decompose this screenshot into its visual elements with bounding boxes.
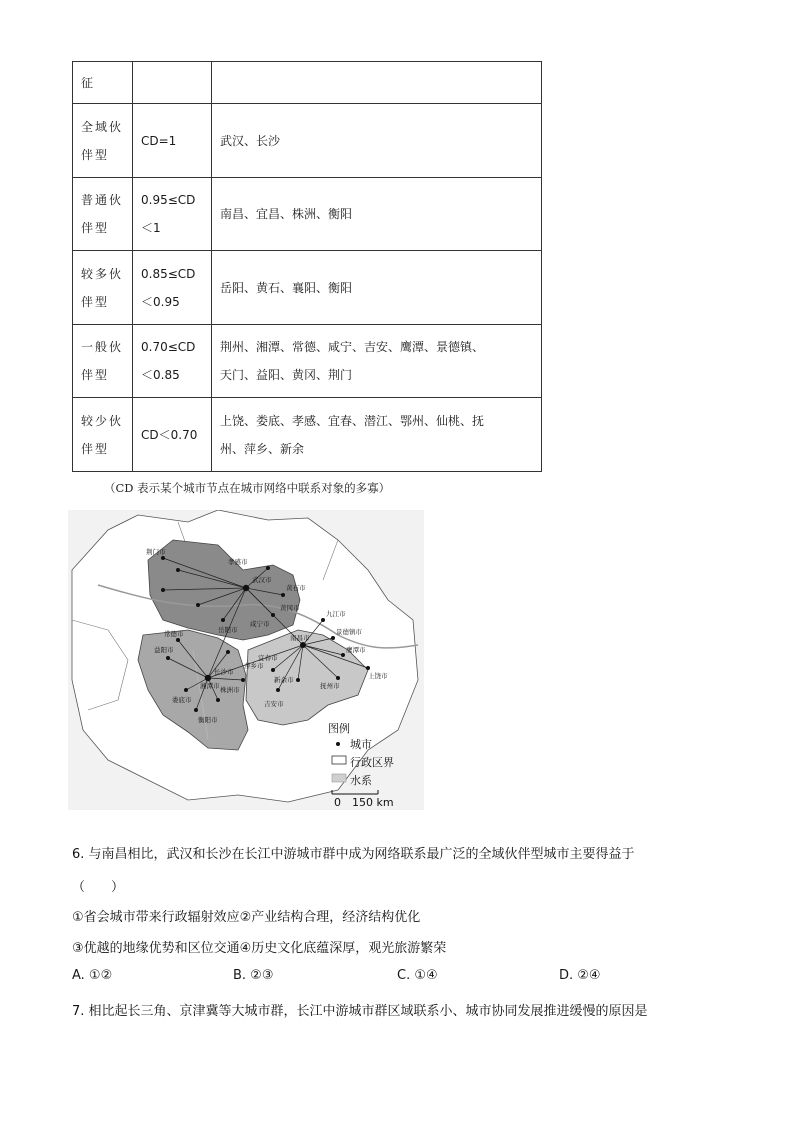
city-node xyxy=(271,613,275,617)
cities-text: 天门、益阳、黄冈、荆门 xyxy=(220,368,353,382)
cities-text: 岳阳、黄石、襄阳、衡阳 xyxy=(220,280,353,295)
map-label: 益阳市 xyxy=(154,646,174,654)
legend-city-dot xyxy=(336,742,340,746)
type-text: 较多伙 xyxy=(81,266,124,281)
city-node xyxy=(321,618,325,622)
city-node xyxy=(221,618,225,622)
map-label: 长沙市 xyxy=(214,668,234,676)
map-label: 武汉市 xyxy=(252,576,272,584)
map-label: 景德镇市 xyxy=(336,628,362,636)
hub-nanchang xyxy=(300,642,306,648)
city-node xyxy=(184,688,188,692)
map-label: 孝感市 xyxy=(228,558,248,566)
map-label: 黄冈市 xyxy=(280,604,300,612)
type-text: 较少伙 xyxy=(81,413,124,428)
table-row xyxy=(73,62,542,104)
map-label: 萍乡市 xyxy=(244,662,264,670)
legend-boundary-label: 行政区界 xyxy=(350,756,394,769)
city-node xyxy=(281,593,285,597)
city-node xyxy=(176,638,180,642)
table-row xyxy=(73,398,542,472)
map-label: 南昌市 xyxy=(290,634,310,642)
type-cell xyxy=(73,325,133,398)
map-label: 衡阳市 xyxy=(198,716,218,724)
type-text: 伴型 xyxy=(81,147,110,162)
city-node xyxy=(196,603,200,607)
q6-statement-1: ①省会城市带来行政辐射效应②产业结构合理，经济结构优化 xyxy=(72,910,421,925)
legend-water-label: 水系 xyxy=(350,774,372,787)
type-text: 征 xyxy=(81,75,96,90)
map-label: 吉安市 xyxy=(264,700,284,708)
map-label: 鹰潭市 xyxy=(346,646,366,654)
type-text: 伴型 xyxy=(81,441,110,456)
city-node xyxy=(176,568,180,572)
type-cell xyxy=(73,62,133,104)
range-text: ＜0.85 xyxy=(141,368,180,382)
q6-option-b[interactable]: B. ②③ xyxy=(233,968,274,983)
range-cell xyxy=(133,251,212,325)
range-cell xyxy=(133,62,212,104)
map-label: 株洲市 xyxy=(220,686,240,694)
map-label: 九江市 xyxy=(326,610,346,618)
cities-text: 南昌、宜昌、株洲、衡阳 xyxy=(220,207,353,221)
range-cell xyxy=(133,325,212,398)
type-cell xyxy=(73,251,133,325)
q6-option-d[interactable]: D. ②④ xyxy=(559,968,601,983)
city-node xyxy=(161,588,165,592)
city-node xyxy=(216,698,220,702)
table-row xyxy=(73,251,542,325)
map-label: 新余市 xyxy=(274,676,294,684)
city-node xyxy=(241,678,245,682)
type-text: 伴型 xyxy=(81,221,110,235)
range-cell xyxy=(133,178,212,251)
scale-label: 150 km xyxy=(352,796,394,809)
cd-table xyxy=(72,61,542,472)
legend-boundary-swatch xyxy=(332,756,346,764)
range-text: ＜0.95 xyxy=(141,294,180,309)
cities-cell xyxy=(212,104,542,178)
cities-text: 武汉、长沙 xyxy=(220,133,281,148)
table-row xyxy=(73,178,542,251)
hub-wuhan xyxy=(243,585,249,591)
table-row xyxy=(73,104,542,178)
city-node xyxy=(161,556,165,560)
legend-city-label: 城市 xyxy=(350,738,372,751)
cities-cell xyxy=(212,325,542,398)
map-label: 抚州市 xyxy=(320,682,340,690)
map-label: 黄石市 xyxy=(286,584,306,592)
city-node xyxy=(366,666,370,670)
city-node xyxy=(341,653,345,657)
city-network-map xyxy=(68,510,424,810)
table-caption: （CD 表示某个城市节点在城市网络中联系对象的多寡） xyxy=(104,481,391,495)
type-text: 全域伙 xyxy=(81,119,124,134)
range-text: CD=1 xyxy=(141,133,177,148)
cities-cell xyxy=(212,62,542,104)
q6-option-a[interactable]: A. ①② xyxy=(72,968,113,983)
city-node xyxy=(276,688,280,692)
legend-water-swatch xyxy=(332,774,346,782)
city-node xyxy=(194,708,198,712)
q7-stem: 7. 相比起长三角、京津冀等大城市群，长江中游城市群区域联系小、城市协同发展推进缓慢的原因是 xyxy=(72,1004,648,1019)
city-node xyxy=(271,668,275,672)
map-label: 荆门市 xyxy=(146,548,166,556)
city-node xyxy=(166,656,170,660)
city-node xyxy=(336,676,340,680)
map-label: 常德市 xyxy=(164,630,184,638)
cities-cell xyxy=(212,178,542,251)
map-label: 岳阳市 xyxy=(218,626,238,634)
city-node xyxy=(331,636,335,640)
type-text: 伴型 xyxy=(81,294,110,309)
type-cell xyxy=(73,398,133,472)
range-cell xyxy=(133,398,212,472)
range-text: 0.95≤CD xyxy=(141,193,196,207)
city-node xyxy=(296,678,300,682)
range-text: 0.85≤CD xyxy=(141,266,196,281)
map-label: 上饶市 xyxy=(368,672,388,680)
cities-cell xyxy=(212,398,542,472)
q6-paren: （ ） xyxy=(72,880,125,895)
map-label: 娄底市 xyxy=(172,696,192,704)
q6-stem: 6. 与南昌相比，武汉和长沙在长江中游城市群中成为网络联系最广泛的全域伙伴型城市主要得益于 xyxy=(72,847,635,862)
type-cell xyxy=(73,104,133,178)
cities-text: 上饶、娄底、孝感、宜春、潜江、鄂州、仙桃、抚 xyxy=(220,413,485,428)
type-text: 一般伙 xyxy=(81,340,124,354)
type-cell xyxy=(73,178,133,251)
type-text: 普通伙 xyxy=(81,193,124,207)
map-label: 咸宁市 xyxy=(250,620,270,628)
type-text: 伴型 xyxy=(81,368,110,382)
hub-changsha xyxy=(205,675,211,681)
map-label: 宜春市 xyxy=(258,654,278,662)
cities-text: 州、萍乡、新余 xyxy=(220,441,305,456)
range-text: CD＜0.70 xyxy=(141,427,198,442)
range-text: ＜1 xyxy=(141,221,161,235)
cities-text: 荆州、湘潭、常德、咸宁、吉安、鹰潭、景德镇、 xyxy=(220,340,485,354)
city-node xyxy=(226,650,230,654)
cities-cell xyxy=(212,251,542,325)
range-text: 0.70≤CD xyxy=(141,340,196,354)
q6-option-c[interactable]: C. ①④ xyxy=(397,968,438,983)
map-label: 湘潭市 xyxy=(200,682,220,690)
legend-title: 图例 xyxy=(328,722,350,735)
scale-zero: 0 xyxy=(334,796,341,809)
table-row xyxy=(73,325,542,398)
city-node xyxy=(266,566,270,570)
q6-statement-2: ③优越的地缘优势和区位交通④历史文化底蕴深厚，观光旅游繁荣 xyxy=(72,941,447,956)
range-cell xyxy=(133,104,212,178)
